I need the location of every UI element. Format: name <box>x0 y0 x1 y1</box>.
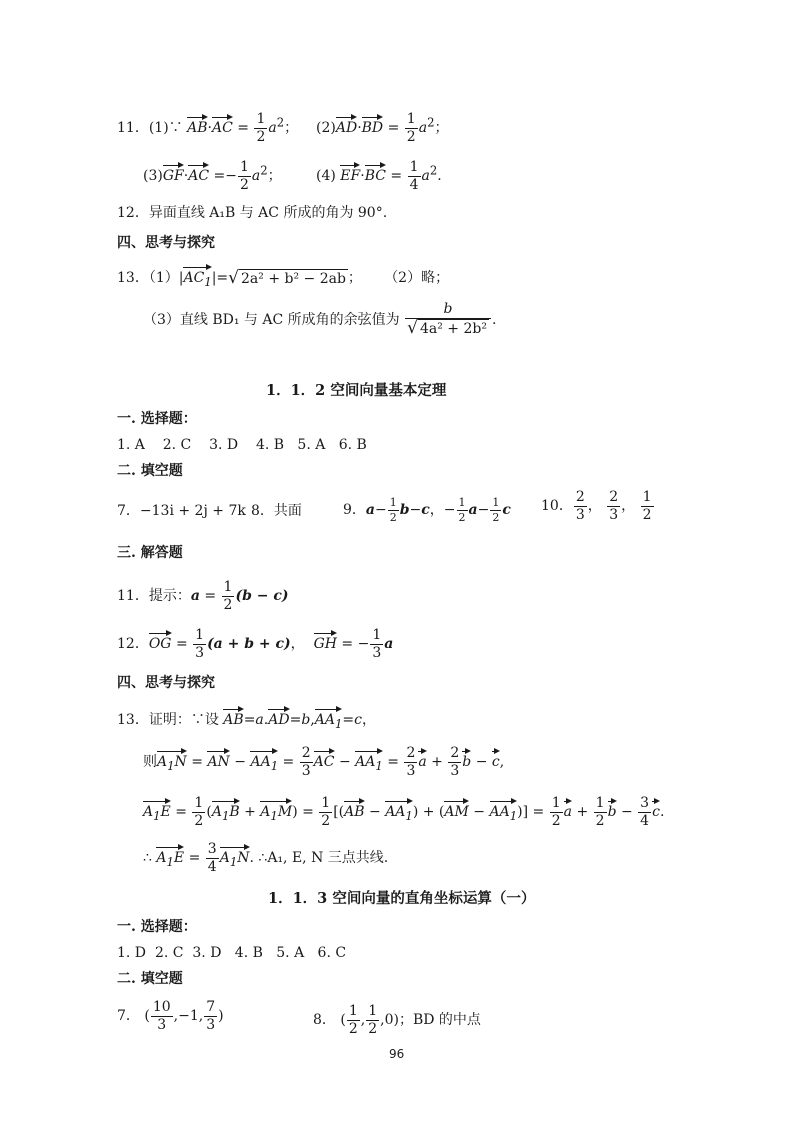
vec-ef: EF <box>340 164 360 183</box>
frac: $\frac{1}{2}$ <box>256 111 266 145</box>
answer: 1. A <box>117 437 145 453</box>
sup: 2 <box>260 163 268 178</box>
vec-bc: BC <box>365 164 386 183</box>
vec-gf: GF <box>163 164 184 183</box>
eq: = <box>213 168 226 185</box>
end: . <box>437 168 442 185</box>
neg: − <box>225 168 237 185</box>
q-part: 13．（1） <box>117 270 179 286</box>
vec-gh: GH <box>314 632 337 651</box>
ans-13-line1: 13．证明：∵设 $AB=a.AD=b,AA_1=c$， <box>117 708 376 730</box>
semi: ； <box>284 120 299 137</box>
vec-bd: BD <box>362 116 384 135</box>
sup: 2 <box>276 115 285 130</box>
frac: $\frac{1}{2}$ <box>239 159 249 193</box>
eq: = <box>390 168 403 185</box>
section-heading: 二. 填空题 <box>117 463 183 479</box>
answer: 5. A <box>297 437 326 453</box>
q11-line1: 11．(1)∵ AB·AC = $\frac{1}{2}$ $a^2$； <box>117 111 299 145</box>
section-heading: 一. 选择题： <box>117 411 197 427</box>
answer: 2. C <box>162 437 192 453</box>
q-num: 11． <box>117 120 149 137</box>
vec-ac: AC <box>188 164 209 183</box>
sup: 2 <box>429 163 438 178</box>
sqrt: √ 2a² + b² − 2ab <box>228 267 346 288</box>
frac: $\frac{b}{\text{√ 4a² + 2b²}}$ <box>405 302 491 338</box>
eq: = <box>237 120 249 137</box>
q-part: (4) <box>316 168 336 185</box>
vec-ad: AD <box>336 116 357 135</box>
sup: 2 <box>427 115 435 130</box>
q-part: (2) <box>316 120 336 137</box>
ans-13-line2: 则$A_1N$ = AN − $AA_1$ = $\frac{2}{3}$ AC − $AA_1$ = $\frac{2}{3}$ a + $\frac{2}{3}$ b − c, <box>143 745 505 779</box>
page-number: 96 <box>389 1047 405 1061</box>
ans-11: 11．提示：a = $\frac{1}{2}$ (b − c) <box>117 579 289 613</box>
vec-og: OG <box>149 632 172 651</box>
answer: 3. D <box>209 437 239 453</box>
answers-row <box>117 438 367 452</box>
label: 10． <box>541 498 573 515</box>
q12-line: 12．异面直线 A₁B 与 AC 所成的角为 90°. <box>117 205 388 221</box>
label: 13．证明：∵设 <box>117 712 219 728</box>
vec-ab: AB <box>187 116 207 135</box>
ans-12: 12．OG = $\frac{1}{3}$ (a + b + c)， GH = − $\frac{1}{3}$ a <box>117 627 394 661</box>
label: 12． <box>117 636 149 653</box>
section-heading: 三. 解答题 <box>117 545 183 561</box>
fill-8-coords: 8． ( $\frac{1}{2}$ , $\frac{1}{2}$ ,0)；BD 的中点 <box>313 1003 481 1037</box>
label: 9． <box>343 502 366 519</box>
fill-7-coords: 7． ( $\frac{10}{3}$ ,−1, $\frac{7}{3}$ ) <box>117 999 224 1033</box>
section-heading: 一. 选择题： <box>117 919 197 935</box>
q11-line2b: (4) EF·BC = $\frac{1}{4}$ $a^2$. <box>316 159 442 193</box>
semi: ； <box>434 120 449 137</box>
q-part: (3) <box>143 168 163 185</box>
section-heading: 四、思考与探究 <box>117 675 215 691</box>
fill-7: 7．−13i + 2j + 7k <box>117 503 246 519</box>
fill-9: 9．a− $\frac{1}{2}$ b−c，− $\frac{1}{2}$ a− $\frac{1}{2}$ c <box>343 496 511 524</box>
label: 11．提示： <box>117 588 191 605</box>
vec-ac: AC <box>212 116 233 135</box>
q-part: （3）直线 BD₁ 与 AC 所成角的余弦值为 <box>143 311 400 328</box>
answer: 4. B <box>255 437 285 453</box>
section-heading: 四、思考与探究 <box>117 235 215 251</box>
q-part: （2）略； <box>384 270 450 286</box>
eq: = <box>387 120 400 137</box>
frac: $\frac{1}{2}$ <box>406 111 416 145</box>
vec-ac1: $AC_1$ <box>183 266 211 288</box>
fill-10: 10． $\frac{2}{3}$ ， $\frac{2}{3}$ ， $\frac{1}{2}$ <box>541 489 652 523</box>
semi: ； <box>267 168 282 185</box>
q11-line1b: (2)AD·BD = $\frac{1}{2}$ $a^2$； <box>316 111 449 145</box>
section-heading: 二. 填空题 <box>117 971 183 987</box>
q11-line2: (3)GF·AC =− $\frac{1}{2}$ $a^2$； <box>143 159 282 193</box>
q13-line1: 13．$(1)|AC_1|=√$ 2a² + b² − 2ab ； （2）略； <box>117 267 450 289</box>
q-part: (1)∵ <box>148 120 183 137</box>
end: . <box>491 311 497 328</box>
fill-8: 8．共面 <box>251 503 302 519</box>
answer: 6. B <box>338 437 367 453</box>
answers-row: 1. D 2. C 3. D 4. B 5. A 6. C <box>117 945 347 961</box>
ans-13-line4: ∴ $A_1E$ = $\frac{3}{4}$ $A_1N$. ∴A₁, E, N 三点共线. <box>143 841 389 875</box>
frac: $\frac{1}{4}$ <box>409 159 419 193</box>
semi: ； <box>347 270 362 286</box>
q13-line3 <box>143 302 496 338</box>
ans-13-line3: $A_1E$ = $\frac{1}{2}$ $(A_1B + A_1M)$ = $\frac{1}{2}$ $[(AB - AA_1) + (AM - AA_1)]$ = $\frac{1}{2}$ a + $\frac{1}{2}$ b − $\frac{3}{4}$ c. <box>143 795 665 829</box>
section-title: 1．1．2 空间向量基本定理 <box>266 382 447 399</box>
section-title: 1．1．3 空间向量的直角坐标运算（一） <box>268 890 536 907</box>
